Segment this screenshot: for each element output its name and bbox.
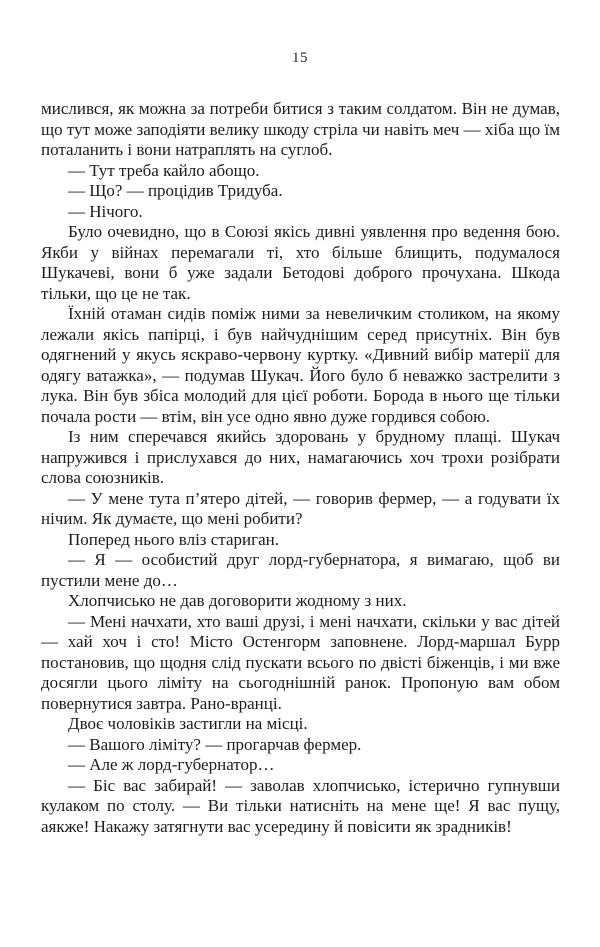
page-number: 15 [292,50,308,66]
paragraph: Із ним сперечався якийсь здоровань у брудному плащі. Шукач напружився і прислухався до них, намагаючись хоч трохи розібрати слова союзників. [41,427,560,487]
paragraph: Було очевидно, що в Союзі якісь дивні уявлення про ведення бою. Якби у війнах перемагали ті, хто більше блищить, подумалося Шукачеві, вони б уже задали Бетодові доброго прочухана. Шкода тільки, що це не так. [41,222,560,303]
paragraph: Хлопчисько не дав договорити жодному з них. [68,591,407,610]
paragraph: — Біс вас забирай! — заволав хлопчисько, істерично гупнувши кулаком по столу. — Ви тільки натисніть на мене ще! Я вас пущу, аякже! Накажу затягнути вас усередину й повісити як зрадників! [41,775,560,836]
paragraph: — У мене тута п’ятеро дітей, — говорив фермер, — а годувати їх нічим. Як думаєте, що мені робити? [41,488,560,528]
paragraph: — Що? — процідив Тридуба. [68,181,283,200]
paragraph: — Тут треба кайло абощо. [68,160,260,180]
paragraph: Їхній отаман сидів поміж ними за невеличким столиком, на якому лежали якісь папірці, і був найчуднішим серед присутніх. Він був одягнений у якусь яскраво-червону куртку. «Дивний вибір матерії для одягу ватажка», — подумав Шукач. Його було б неважко застрелити з лука. Він був збіса молодий для цієї роботи. Борода в нього ще тільки почала рости — втім, він усе одно явно дуже гордився собою. [41,304,560,426]
paragraph: — Але ж лорд-губернатор… [68,755,275,774]
text-block [41,99,560,837]
paragraph: мислився, як можна за потреби битися з таким солдатом. Він не думав, що тут може заподіяти велику шкоду стріла чи навіть меч — хіба що їм поталанить і вони натраплять на суглоб. [41,99,560,159]
paragraph: — Нічого. [68,201,143,221]
paragraph: — Вашого ліміту? — прогарчав фермер. [68,734,362,754]
paragraph: — Мені начхати, хто ваші друзі, і мені начхати, скільки у вас дітей — хай хоч і сто! Місто Остенгорм заповнене. Лорд-маршал Бурр постановив, що щодня слід пускати всього по двісті біженців, і ми вже досягли цього ліміту на сьогоднішній ранок. Пропоную вам обом повернутися завтра. Рано-вранці. [41,611,560,713]
paragraph: — Я — особистий друг лорд-губернатора, я вимагаю, щоб ви пустили мене до… [41,550,560,590]
paragraph: Поперед нього вліз стариган. [68,529,279,549]
paragraph: Двоє чоловіків застигли на місці. [68,714,308,733]
